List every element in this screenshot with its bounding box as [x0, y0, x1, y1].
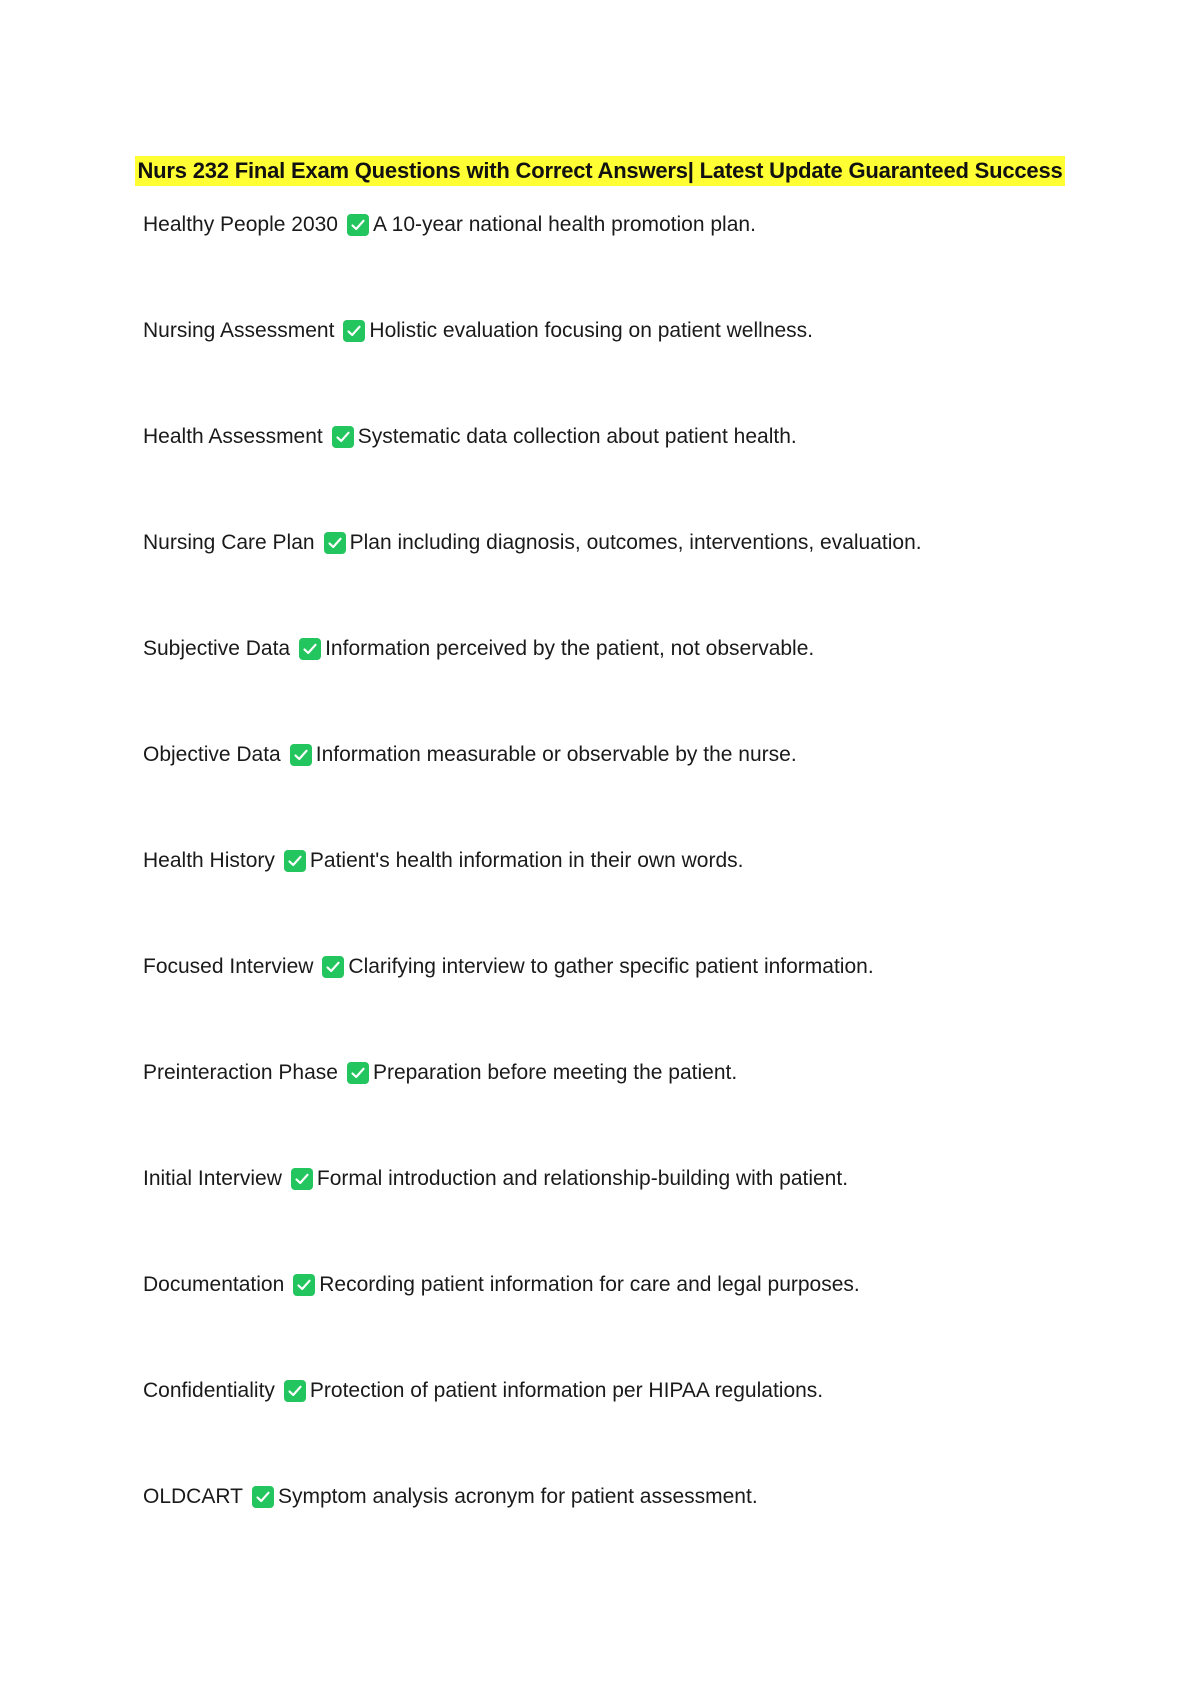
definition: Clarifying interview to gather specific patient information.: [348, 955, 874, 978]
term: Health History: [143, 849, 275, 872]
list-item: [143, 528, 1143, 634]
list-item: [143, 316, 1143, 422]
definition: Systematic data collection about patient health.: [357, 425, 797, 448]
list-item: [143, 1376, 1143, 1482]
definition: Holistic evaluation focusing on patient wellness.: [369, 319, 814, 342]
term: Healthy People 2030: [143, 213, 338, 236]
check-mark-icon: [291, 1168, 313, 1190]
definition: Formal introduction and relationship-building with patient.: [316, 1167, 849, 1190]
list-item: [143, 952, 1143, 1058]
definition: Recording patient information for care and legal purposes.: [319, 1273, 860, 1296]
document-title: Nurs 232 Final Exam Questions with Correct Answers| Latest Update Guaranteed Success: [135, 156, 1064, 186]
check-mark-icon: [347, 214, 369, 236]
check-mark-icon: [322, 956, 344, 978]
definition: Patient's health information in their own words.: [309, 849, 744, 872]
check-mark-icon: [347, 1062, 369, 1084]
list-item: [143, 740, 1143, 846]
check-mark-icon: [293, 1274, 315, 1296]
definition: A 10-year national health promotion plan.: [372, 213, 756, 236]
list-item: [143, 210, 1143, 316]
list-item: [143, 1482, 1143, 1588]
term: Subjective Data: [143, 637, 291, 660]
check-mark-icon: [299, 638, 321, 660]
definition: Information perceived by the patient, not observable.: [325, 637, 815, 660]
list-item: [143, 1164, 1143, 1270]
list-item: [143, 422, 1143, 528]
check-mark-icon: [284, 1380, 306, 1402]
definition: Preparation before meeting the patient.: [372, 1061, 738, 1084]
term: Health Assessment: [143, 425, 323, 448]
term: Nursing Care Plan: [143, 531, 315, 554]
term: Nursing Assessment: [143, 319, 335, 342]
term: OLDCART: [143, 1485, 243, 1508]
list-item: [143, 634, 1143, 740]
term: Confidentiality: [143, 1379, 275, 1402]
term: Initial Interview: [143, 1167, 282, 1190]
definition: Information measurable or observable by the nurse.: [315, 743, 797, 766]
check-mark-icon: [324, 532, 346, 554]
list-item: [143, 846, 1143, 952]
title-container: [0, 156, 1200, 186]
definition: Protection of patient information per HIPAA regulations.: [309, 1379, 824, 1402]
check-mark-icon: [332, 426, 354, 448]
term: Preinteraction Phase: [143, 1061, 338, 1084]
term-list: [143, 210, 1143, 1588]
list-item: [143, 1270, 1143, 1376]
check-mark-icon: [290, 744, 312, 766]
list-item: [143, 1058, 1143, 1164]
definition: Plan including diagnosis, outcomes, interventions, evaluation.: [349, 531, 922, 554]
term: Focused Interview: [143, 955, 314, 978]
check-mark-icon: [284, 850, 306, 872]
check-mark-icon: [343, 320, 365, 342]
definition: Symptom analysis acronym for patient assessment.: [277, 1485, 758, 1508]
check-mark-icon: [252, 1486, 274, 1508]
term: Objective Data: [143, 743, 281, 766]
term: Documentation: [143, 1273, 285, 1296]
